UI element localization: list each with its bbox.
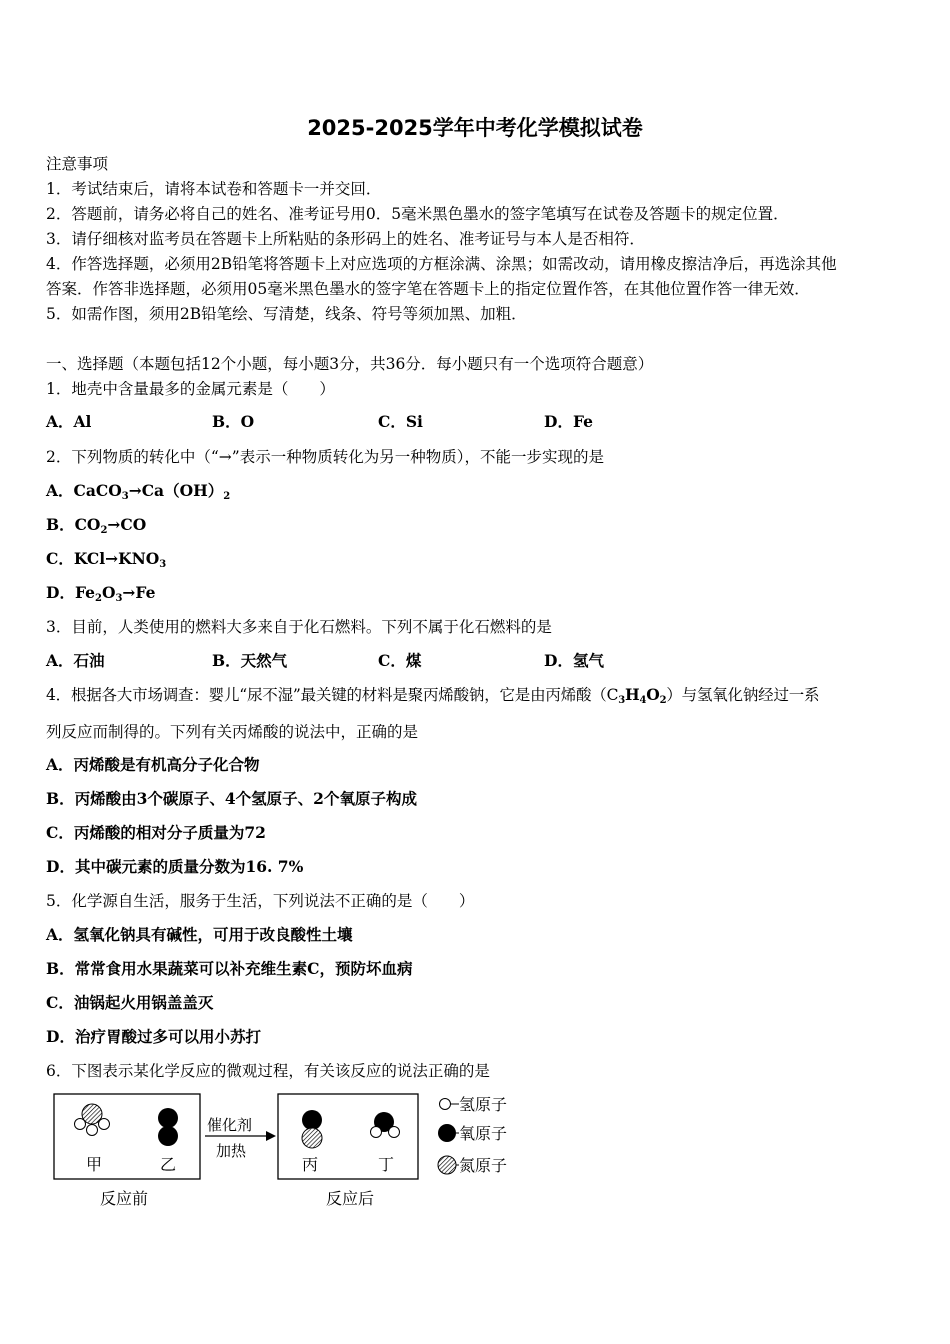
water-molecule xyxy=(371,1112,400,1138)
label-yi: 乙 xyxy=(160,1155,177,1174)
option-b: B．O xyxy=(212,412,255,431)
section-heading: 一、选择题（本题包括12个小题，每小题3分，共36分．每小题只有一个选项符合题意） xyxy=(46,355,654,373)
legend-oxygen xyxy=(438,1124,507,1143)
question-4-stem-line2: 列反应而制得的。下列有关丙烯酸的说法中，正确的是 xyxy=(46,723,419,741)
notice-item: 2．答题前，请务必将自己的姓名、准考证号用0．5毫米黑色墨水的签字笔填写在试卷及答题卡的规定位置． xyxy=(46,205,789,223)
notice-heading: 注意事项 xyxy=(46,155,109,173)
question-6-stem: 6．下图表示某化学反应的微观过程，有关该反应的说法正确的是 xyxy=(46,1062,490,1080)
label-jia: 甲 xyxy=(86,1155,103,1174)
option-c: C．煤 xyxy=(378,651,422,670)
arrow-bottom-label: 加热 xyxy=(216,1142,247,1160)
ammonia-molecule xyxy=(75,1104,110,1136)
label-bing: 丙 xyxy=(302,1155,319,1174)
legend-nitrogen xyxy=(438,1156,507,1175)
question-5-option-c: C．油锅起火用锅盖盖灭 xyxy=(46,993,214,1012)
question-1-options xyxy=(46,410,710,432)
page-title: 2025-2025学年中考化学模拟试卷 xyxy=(307,116,643,140)
reaction-diagram xyxy=(50,1088,540,1213)
before-box xyxy=(54,1094,200,1179)
no-molecule xyxy=(302,1110,322,1148)
notice-item: 1．考试结束后，请将本试卷和答题卡一并交回． xyxy=(46,180,382,198)
oxygen-molecule xyxy=(158,1108,178,1146)
legend-nitrogen-label: 氮原子 xyxy=(459,1156,508,1175)
question-4-stem: 4．根据各大市场调查：婴儿“尿不湿”最关键的材料是聚丙烯酸钠，它是由丙烯酸$(C_3H_4O_2)$与氢氧化钠经过一系 xyxy=(46,685,820,706)
question-2-option-b: B．$CO_2\to CO$ xyxy=(46,515,147,536)
notice-item: 5．如需作图，须用2B铅笔绘、写清楚，线条、符号等须加黑、加粗． xyxy=(46,305,527,323)
question-5-option-a: A．氢氧化钠具有碱性，可用于改良酸性土壤 xyxy=(46,925,353,944)
notice-item: 4．作答选择题，必须用2B铅笔将答题卡上对应选项的方框涂满、涂黑；如需改动，请用橡皮擦洁净后，再选涂其他 xyxy=(46,255,837,273)
question-4-option-c: C．丙烯酸的相对分子质量为72 xyxy=(46,823,266,842)
label-ding: 丁 xyxy=(378,1155,395,1174)
question-2-option-d: D．$Fe_2O_3\to Fe$ xyxy=(46,583,156,604)
caption-before: 反应前 xyxy=(100,1189,149,1208)
option-c: C．Si xyxy=(378,412,423,431)
legend-oxygen-label: 氧原子 xyxy=(459,1124,508,1143)
option-a: A．Al xyxy=(46,412,92,431)
legend-hydrogen xyxy=(440,1095,508,1114)
arrow-top-label: 催化剂 xyxy=(207,1116,253,1134)
notice-item: 3．请仔细核对监考员在答题卡上所粘贴的条形码上的姓名、准考证号与本人是否相符． xyxy=(46,230,645,248)
question-4-option-d: D．其中碳元素的质量分数为16. 7% xyxy=(46,857,304,876)
option-b: B．天然气 xyxy=(212,651,288,670)
arrow-head-icon xyxy=(266,1131,276,1141)
question-5-option-d: D．治疗胃酸过多可以用小苏打 xyxy=(46,1027,261,1046)
question-4-option-a: A．丙烯酸是有机高分子化合物 xyxy=(46,755,260,774)
legend-hydrogen-label: 氢原子 xyxy=(459,1095,508,1114)
option-d: D．氢气 xyxy=(544,651,604,670)
option-d: D．Fe xyxy=(544,412,593,431)
question-2-stem: 2．下列物质的转化中（“→”表示一种物质转化为另一种物质），不能一步实现的是 xyxy=(46,448,604,466)
question-5-stem: 5．化学源自生活，服务于生活，下列说法不正确的是（ ） xyxy=(46,892,475,910)
question-5-option-b: B．常常食用水果蔬菜可以补充维生素C，预防坏血病 xyxy=(46,959,413,978)
question-2-option-c: C．$KCl\to KNO_3$ xyxy=(46,549,167,570)
question-4-option-b: B．丙烯酸由3个碳原子、4个氢原子、2个氧原子构成 xyxy=(46,789,417,808)
notice-item: 答案．作答非选择题，必须用05毫米黑色墨水的签字笔在答题卡上的指定位置作答，在其他位置作答一律无效． xyxy=(46,280,810,298)
question-1-stem: 1．地壳中含量最多的金属元素是（ ） xyxy=(46,380,335,398)
question-2-option-a: A．$CaCO_3\to Ca(OH)_2$ xyxy=(46,481,231,502)
option-a: A．石油 xyxy=(46,651,105,670)
question-3-options xyxy=(46,649,710,671)
question-3-stem: 3．目前，人类使用的燃料大多来自于化石燃料。下列不属于化石燃料的是 xyxy=(46,618,552,636)
caption-after: 反应后 xyxy=(326,1189,375,1208)
